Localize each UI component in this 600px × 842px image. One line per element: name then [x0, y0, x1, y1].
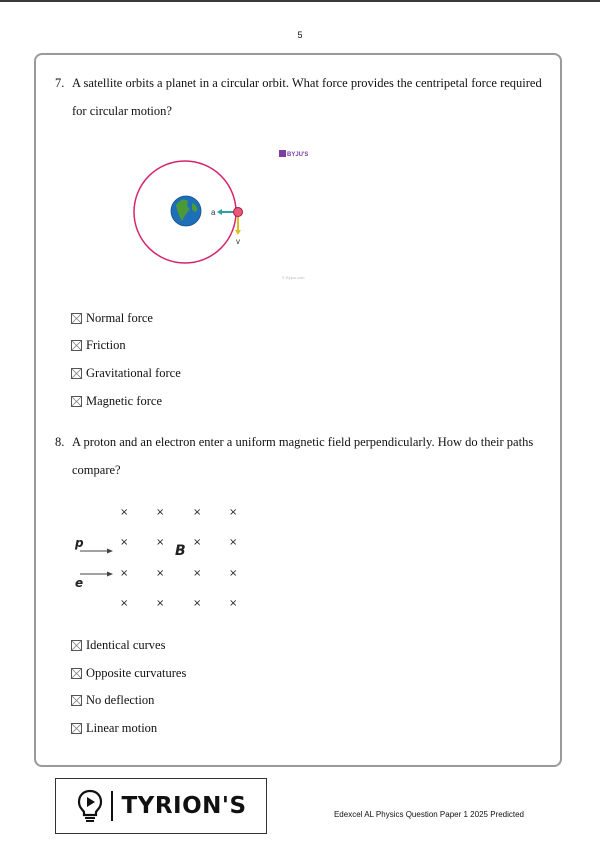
option-label: Friction	[86, 337, 126, 352]
label-p: p	[75, 536, 84, 550]
field-cross: ×	[120, 537, 129, 548]
q8-number: 8.	[55, 435, 65, 449]
byjus-watermark-text: BYJU'S	[287, 152, 309, 158]
option-label: Magnetic force	[86, 393, 163, 408]
brand-name: TYRION'S	[121, 793, 247, 819]
q7-orbit-figure	[130, 145, 310, 280]
label-B: B	[175, 543, 186, 559]
q7-option-1[interactable]	[71, 311, 153, 325]
q7-option-4[interactable]	[71, 394, 162, 408]
q8-text-line1: A proton and an electron enter a uniform magnetic field perpendicularly. How do their paths	[72, 435, 534, 449]
field-cross: ×	[156, 507, 165, 518]
planet-earth-icon	[171, 196, 201, 226]
label-a: a	[211, 208, 216, 217]
field-cross: ×	[120, 568, 129, 579]
checkbox-icon[interactable]	[71, 668, 82, 679]
footer-note: Edexcel AL Physics Question Paper 1 2025 Predicted	[333, 810, 524, 819]
field-cross: ×	[193, 568, 202, 579]
checkbox-icon[interactable]	[71, 723, 82, 734]
checkbox-icon[interactable]	[71, 396, 82, 407]
option-label: Opposite curvatures	[86, 665, 187, 680]
label-e: e	[75, 576, 84, 590]
field-cross: ×	[193, 507, 202, 518]
q7-option-2[interactable]	[71, 338, 126, 352]
field-cross: ×	[120, 598, 129, 609]
q8-option-4[interactable]	[71, 721, 157, 735]
field-cross: ×	[156, 537, 165, 548]
field-cross: ×	[229, 507, 238, 518]
checkbox-icon[interactable]	[71, 640, 82, 651]
q8-text-line2: compare?	[72, 463, 121, 477]
q8-option-3[interactable]	[71, 693, 154, 707]
q7-number: 7.	[55, 76, 65, 90]
satellite-icon	[234, 208, 243, 217]
checkbox-icon[interactable]	[71, 340, 82, 351]
field-cross: ×	[193, 537, 202, 548]
field-cross: ×	[120, 507, 129, 518]
option-label: Identical curves	[86, 637, 166, 652]
byjus-logo	[279, 150, 308, 158]
logo-divider	[111, 791, 113, 821]
q7-option-3[interactable]	[71, 366, 181, 380]
figure-caption: © Byjus.com	[282, 275, 305, 280]
option-label: Normal force	[86, 310, 153, 325]
field-cross: ×	[156, 598, 165, 609]
checkbox-icon[interactable]	[71, 695, 82, 706]
q8-magnetic-field-figure	[70, 500, 250, 615]
checkbox-icon[interactable]	[71, 313, 82, 324]
field-cross: ×	[229, 598, 238, 609]
field-cross: ×	[229, 537, 238, 548]
field-cross: ×	[193, 598, 202, 609]
label-v: v	[236, 237, 240, 246]
tyrions-logo	[55, 778, 267, 834]
q8-option-2[interactable]	[71, 666, 186, 680]
q7-text-line2: for circular motion?	[72, 104, 172, 118]
lightbulb-play-icon	[75, 788, 105, 824]
option-label: Linear motion	[86, 720, 158, 735]
page-number: 5	[297, 30, 303, 40]
option-label: No deflection	[86, 692, 155, 707]
field-cross: ×	[156, 568, 165, 579]
option-label: Gravitational force	[86, 365, 181, 380]
q7-text-line1: A satellite orbits a planet in a circular orbit. What force provides the centripetal force required	[72, 76, 542, 90]
checkbox-icon[interactable]	[71, 368, 82, 379]
q8-option-1[interactable]	[71, 638, 165, 652]
field-cross: ×	[229, 568, 238, 579]
